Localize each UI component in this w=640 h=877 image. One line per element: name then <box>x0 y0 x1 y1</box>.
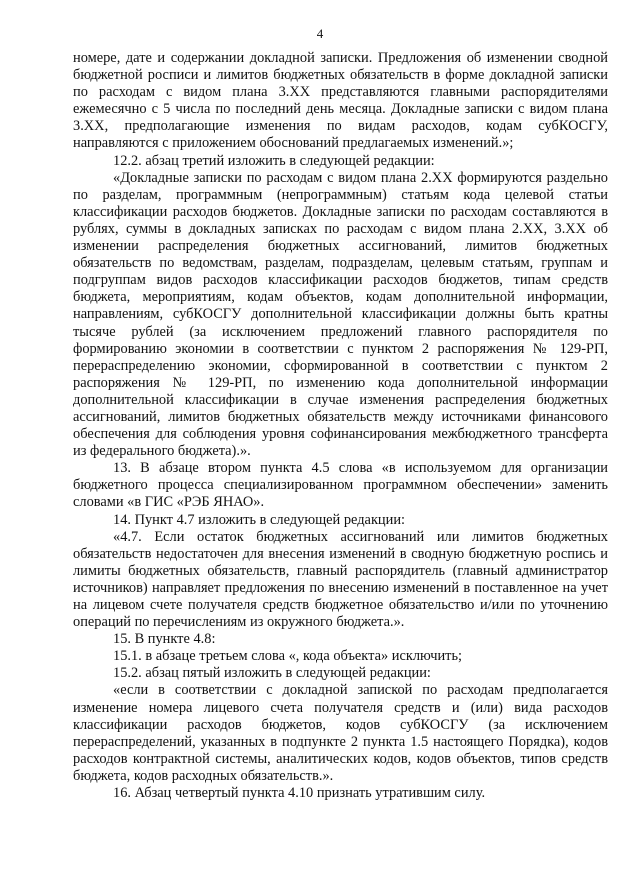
paragraph-15-1: 15.1. в абзаце третьем слова «, кода объекта» исключить; <box>113 648 463 665</box>
paragraph-quote-4-8: «если в соответствии с докладной запиской по расходам предполагается изменение номера лицевого счета получателя средств и (или) вида расходов классификации расходов бюджетов, кодов субКОСГУ (за исключением перераспределений, указанных в подпункте 2 пункта 1.5 настоящего Порядка), кодов расходов контрактной системы, аналитических кодов, кодов объектов, типов средств бюджета, кодов расходных обязательств.». <box>73 682 608 784</box>
paragraph-15: 15. В пункте 4.8: <box>113 631 216 648</box>
paragraph-12-2: 12.2. абзац третий изложить в следующей редакции: <box>113 152 435 169</box>
paragraph-quote-plan-2xx: «Докладные записки по расходам с видом плана 2.ХХ формируются раздельно по разделам, программным (непрограммным) статьям кода целевой статьи классификации расходов бюджетов. Докладные записки по расходам составляются в рублях, суммы в докладных записках по расходам с видом плана 2.ХХ, 3.ХХ об изменении распределения бюджетных ассигнований, лимитов бюджетных обязательств по ведомствам, разделам, подразделам, целевым статьям, группам и подгруппам видов расходов классификации расходов бюджетов, типам средств бюджета, мероприятиям, кодам объектов, кодам дополнительной информации, направлениям, субКОСГУ дополнительной классификации должны быть кратны тысяче рублей (за исключением предложений главного распорядителя по формированию экономии в соответствии с пунктом 2 распоряжения № 129-РП, перераспределению экономии, сформированной в соответствии с пунктом 2 распоряжения № 129-РП, по изменению кода дополнительной информации дополнительной классификации в случае изменения распределения бюджетных ассигнований, лимитов бюджетных обязательств между источниками финансового обеспечения для соблюдения уровня софинансирования межбюджетного трансферта из федерального бюджета).». <box>73 169 608 460</box>
paragraph-quote-4-7: «4.7. Если остаток бюджетных ассигнований или лимитов бюджетных обязательств недостаточен для внесения изменений в сводную бюджетную роспись и лимиты бюджетных обязательств, главный распорядитель (главный администратор источников) направляет предложения по внесению изменений в поставленное на учет на лицевом счете получателя средств бюджетное обязательство и/или по уточнению операций по перечислениям из окружного бюджета.». <box>73 528 608 631</box>
paragraph-16: 16. Абзац четвертый пункта 4.10 признать утратившим силу. <box>113 785 486 802</box>
page-number: 4 <box>316 26 324 41</box>
paragraph-14: 14. Пункт 4.7 изложить в следующей редакции: <box>113 511 406 528</box>
paragraph-13: 13. В абзаце втором пункта 4.5 слова «в используемом для организации бюджетного процесса специализированном программном обеспечении» заменить словами «в ГИС «РЭБ ЯНАО». <box>73 460 608 511</box>
paragraph-15-2: 15.2. абзац пятый изложить в следующей редакции: <box>113 665 431 682</box>
paragraph-continuation: номере, дате и содержании докладной записки. Предложения об изменении сводной бюджетной росписи и лимитов бюджетных обязательств в форме докладной записки по расходам с видом плана 3.ХХ представляются главными распорядителями ежемесячно с 5 числа по последний день месяца. Докладные записки с видом плана 3.ХХ, предполагающие изменения по видам расходов, кодам субКОСГУ, направляются с приложением обоснований предлагаемых изменений.»; <box>73 50 608 152</box>
document-body <box>73 50 608 802</box>
